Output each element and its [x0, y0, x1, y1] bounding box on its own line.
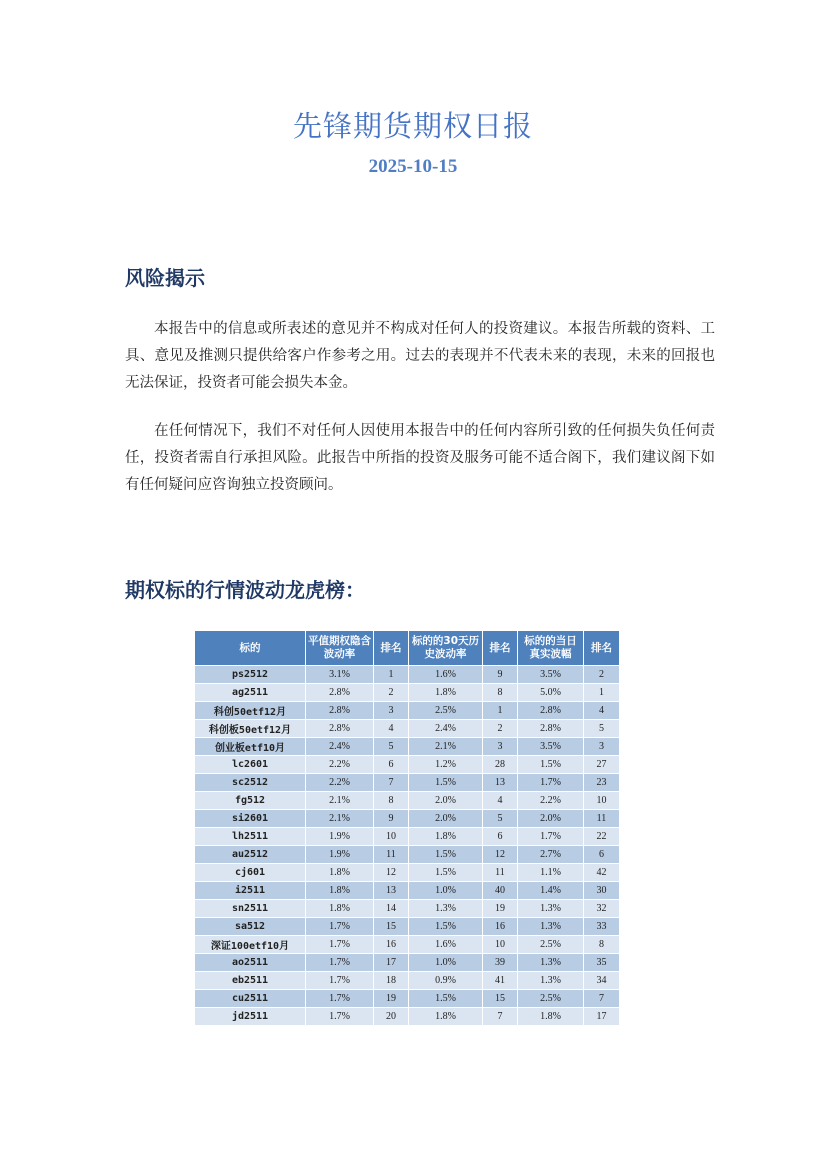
cell-true-range: 2.2% [518, 792, 584, 810]
cell-rank-hv: 9 [483, 666, 518, 684]
cell-underlying: eb2511 [195, 972, 306, 990]
cell-rank-iv: 13 [374, 882, 409, 900]
table-row [195, 918, 620, 936]
cell-rank-hv: 13 [483, 774, 518, 792]
cell-underlying: au2512 [195, 846, 306, 864]
table-row [195, 1008, 620, 1026]
table-row [195, 756, 620, 774]
cell-hv30: 1.6% [409, 936, 483, 954]
cell-hv30: 1.2% [409, 756, 483, 774]
cell-atm-iv: 1.9% [306, 828, 374, 846]
table-row [195, 720, 620, 738]
cell-rank-iv: 15 [374, 918, 409, 936]
cell-rank-iv: 5 [374, 738, 409, 756]
table-row [195, 864, 620, 882]
table-row [195, 882, 620, 900]
cell-rank-hv: 16 [483, 918, 518, 936]
cell-underlying: lh2511 [195, 828, 306, 846]
cell-true-range: 1.3% [518, 972, 584, 990]
table-row [195, 954, 620, 972]
table-row [195, 846, 620, 864]
table-header-row [195, 631, 620, 666]
cell-hv30: 1.5% [409, 918, 483, 936]
cell-rank-tr: 6 [584, 846, 620, 864]
cell-rank-iv: 9 [374, 810, 409, 828]
cell-true-range: 1.3% [518, 918, 584, 936]
cell-underlying: 科创板50etf12月 [195, 720, 306, 738]
cell-true-range: 2.5% [518, 936, 584, 954]
cell-atm-iv: 1.8% [306, 864, 374, 882]
cell-underlying: i2511 [195, 882, 306, 900]
cell-atm-iv: 1.7% [306, 954, 374, 972]
cell-atm-iv: 1.8% [306, 900, 374, 918]
cell-rank-iv: 7 [374, 774, 409, 792]
header-hv30: 标的的30天历史波动率 [409, 631, 483, 666]
cell-rank-iv: 10 [374, 828, 409, 846]
cell-atm-iv: 1.7% [306, 1008, 374, 1026]
cell-rank-tr: 17 [584, 1008, 620, 1026]
cell-rank-iv: 16 [374, 936, 409, 954]
table-row [195, 738, 620, 756]
table-row [195, 666, 620, 684]
cell-rank-tr: 11 [584, 810, 620, 828]
cell-underlying: ps2512 [195, 666, 306, 684]
cell-underlying: 科创50etf12月 [195, 702, 306, 720]
cell-atm-iv: 2.4% [306, 738, 374, 756]
cell-true-range: 1.3% [518, 954, 584, 972]
table-row [195, 972, 620, 990]
header-underlying: 标的 [195, 631, 306, 666]
table-row [195, 774, 620, 792]
cell-true-range: 3.5% [518, 738, 584, 756]
cell-hv30: 1.8% [409, 828, 483, 846]
cell-true-range: 5.0% [518, 684, 584, 702]
cell-atm-iv: 2.2% [306, 774, 374, 792]
cell-atm-iv: 1.7% [306, 936, 374, 954]
cell-atm-iv: 2.1% [306, 810, 374, 828]
cell-rank-tr: 34 [584, 972, 620, 990]
risk-paragraph-2: 在任何情况下，我们不对任何人因使用本报告中的任何内容所引致的任何损失负任何责任，投资者需自行承担风险。此报告中所指的投资及服务可能不适合阁下，我们建议阁下如有任何疑问应咨询独立投资顾问。 [125, 423, 715, 493]
cell-underlying: jd2511 [195, 1008, 306, 1026]
cell-rank-tr: 22 [584, 828, 620, 846]
cell-rank-tr: 23 [584, 774, 620, 792]
cell-atm-iv: 1.7% [306, 972, 374, 990]
cell-hv30: 1.0% [409, 954, 483, 972]
cell-rank-hv: 2 [483, 720, 518, 738]
cell-rank-hv: 19 [483, 900, 518, 918]
table-row [195, 792, 620, 810]
report-date: 2025-10-15 [368, 156, 458, 177]
cell-hv30: 1.8% [409, 1008, 483, 1026]
cell-rank-hv: 39 [483, 954, 518, 972]
cell-rank-tr: 10 [584, 792, 620, 810]
cell-rank-tr: 42 [584, 864, 620, 882]
cell-rank-iv: 4 [374, 720, 409, 738]
cell-hv30: 1.5% [409, 864, 483, 882]
cell-rank-iv: 8 [374, 792, 409, 810]
header-atm-iv: 平值期权隐含波动率 [306, 631, 374, 666]
table-row [195, 900, 620, 918]
cell-true-range: 2.8% [518, 702, 584, 720]
cell-rank-iv: 3 [374, 702, 409, 720]
cell-rank-hv: 28 [483, 756, 518, 774]
table-body [195, 666, 620, 1026]
cell-rank-tr: 3 [584, 738, 620, 756]
cell-rank-iv: 19 [374, 990, 409, 1008]
cell-atm-iv: 2.8% [306, 684, 374, 702]
cell-rank-tr: 8 [584, 936, 620, 954]
cell-hv30: 2.0% [409, 792, 483, 810]
cell-true-range: 2.5% [518, 990, 584, 1008]
table-row [195, 828, 620, 846]
cell-atm-iv: 1.7% [306, 918, 374, 936]
cell-rank-iv: 12 [374, 864, 409, 882]
cell-atm-iv: 1.8% [306, 882, 374, 900]
cell-rank-iv: 17 [374, 954, 409, 972]
cell-hv30: 2.4% [409, 720, 483, 738]
cell-underlying: ag2511 [195, 684, 306, 702]
cell-underlying: 深证100etf10月 [195, 936, 306, 954]
cell-true-range: 1.7% [518, 828, 584, 846]
cell-underlying: sc2512 [195, 774, 306, 792]
cell-rank-tr: 27 [584, 756, 620, 774]
cell-rank-tr: 32 [584, 900, 620, 918]
cell-atm-iv: 2.2% [306, 756, 374, 774]
header-rank-tr: 排名 [584, 631, 620, 666]
cell-atm-iv: 1.7% [306, 990, 374, 1008]
cell-hv30: 0.9% [409, 972, 483, 990]
cell-rank-hv: 4 [483, 792, 518, 810]
cell-atm-iv: 3.1% [306, 666, 374, 684]
cell-hv30: 1.3% [409, 900, 483, 918]
cell-rank-hv: 5 [483, 810, 518, 828]
cell-rank-hv: 41 [483, 972, 518, 990]
cell-hv30: 2.0% [409, 810, 483, 828]
cell-true-range: 1.3% [518, 900, 584, 918]
header-true-range: 标的的当日真实波幅 [518, 631, 584, 666]
table-row [195, 936, 620, 954]
cell-rank-iv: 18 [374, 972, 409, 990]
cell-rank-iv: 6 [374, 756, 409, 774]
cell-hv30: 1.5% [409, 774, 483, 792]
ranking-heading: 期权标的行情波动龙虎榜： [125, 578, 365, 602]
cell-rank-hv: 3 [483, 738, 518, 756]
cell-rank-tr: 2 [584, 666, 620, 684]
report-title: 先锋期货期权日报 [292, 109, 533, 143]
cell-underlying: 创业板etf10月 [195, 738, 306, 756]
cell-rank-tr: 30 [584, 882, 620, 900]
cell-rank-tr: 33 [584, 918, 620, 936]
cell-atm-iv: 2.8% [306, 702, 374, 720]
cell-atm-iv: 1.9% [306, 846, 374, 864]
cell-rank-hv: 6 [483, 828, 518, 846]
cell-true-range: 1.5% [518, 756, 584, 774]
cell-hv30: 1.5% [409, 990, 483, 1008]
cell-rank-hv: 1 [483, 702, 518, 720]
cell-hv30: 1.5% [409, 846, 483, 864]
header-rank-hv: 排名 [483, 631, 518, 666]
cell-rank-hv: 40 [483, 882, 518, 900]
header-rank-iv: 排名 [374, 631, 409, 666]
cell-true-range: 2.7% [518, 846, 584, 864]
cell-rank-iv: 14 [374, 900, 409, 918]
cell-underlying: si2601 [195, 810, 306, 828]
table-row [195, 684, 620, 702]
cell-rank-iv: 11 [374, 846, 409, 864]
risk-heading: 风险揭示 [125, 266, 205, 290]
cell-rank-tr: 35 [584, 954, 620, 972]
cell-hv30: 1.0% [409, 882, 483, 900]
cell-rank-tr: 4 [584, 702, 620, 720]
cell-true-range: 3.5% [518, 666, 584, 684]
volatility-ranking-table [194, 630, 620, 1026]
cell-atm-iv: 2.8% [306, 720, 374, 738]
cell-rank-tr: 1 [584, 684, 620, 702]
table-row [195, 990, 620, 1008]
cell-true-range: 2.0% [518, 810, 584, 828]
cell-rank-hv: 8 [483, 684, 518, 702]
risk-paragraph-1: 本报告中的信息或所表述的意见并不构成对任何人的投资建议。本报告所载的资料、工具、意见及推测只提供给客户作参考之用。过去的表现并不代表未来的表现，未来的回报也无法保证，投资者可能会损失本金。 [125, 321, 715, 391]
cell-true-range: 1.8% [518, 1008, 584, 1026]
cell-true-range: 1.7% [518, 774, 584, 792]
cell-rank-tr: 5 [584, 720, 620, 738]
cell-underlying: sn2511 [195, 900, 306, 918]
cell-rank-hv: 7 [483, 1008, 518, 1026]
cell-rank-hv: 10 [483, 936, 518, 954]
cell-true-range: 2.8% [518, 720, 584, 738]
table-row [195, 810, 620, 828]
cell-underlying: lc2601 [195, 756, 306, 774]
cell-underlying: cu2511 [195, 990, 306, 1008]
cell-rank-hv: 11 [483, 864, 518, 882]
cell-rank-tr: 7 [584, 990, 620, 1008]
cell-hv30: 1.8% [409, 684, 483, 702]
cell-underlying: sa512 [195, 918, 306, 936]
cell-rank-hv: 15 [483, 990, 518, 1008]
cell-underlying: cj601 [195, 864, 306, 882]
cell-true-range: 1.4% [518, 882, 584, 900]
cell-hv30: 1.6% [409, 666, 483, 684]
cell-true-range: 1.1% [518, 864, 584, 882]
cell-rank-iv: 20 [374, 1008, 409, 1026]
cell-rank-iv: 2 [374, 684, 409, 702]
cell-atm-iv: 2.1% [306, 792, 374, 810]
table-row [195, 702, 620, 720]
cell-rank-hv: 12 [483, 846, 518, 864]
cell-hv30: 2.5% [409, 702, 483, 720]
cell-rank-iv: 1 [374, 666, 409, 684]
cell-underlying: fg512 [195, 792, 306, 810]
cell-underlying: ao2511 [195, 954, 306, 972]
cell-hv30: 2.1% [409, 738, 483, 756]
